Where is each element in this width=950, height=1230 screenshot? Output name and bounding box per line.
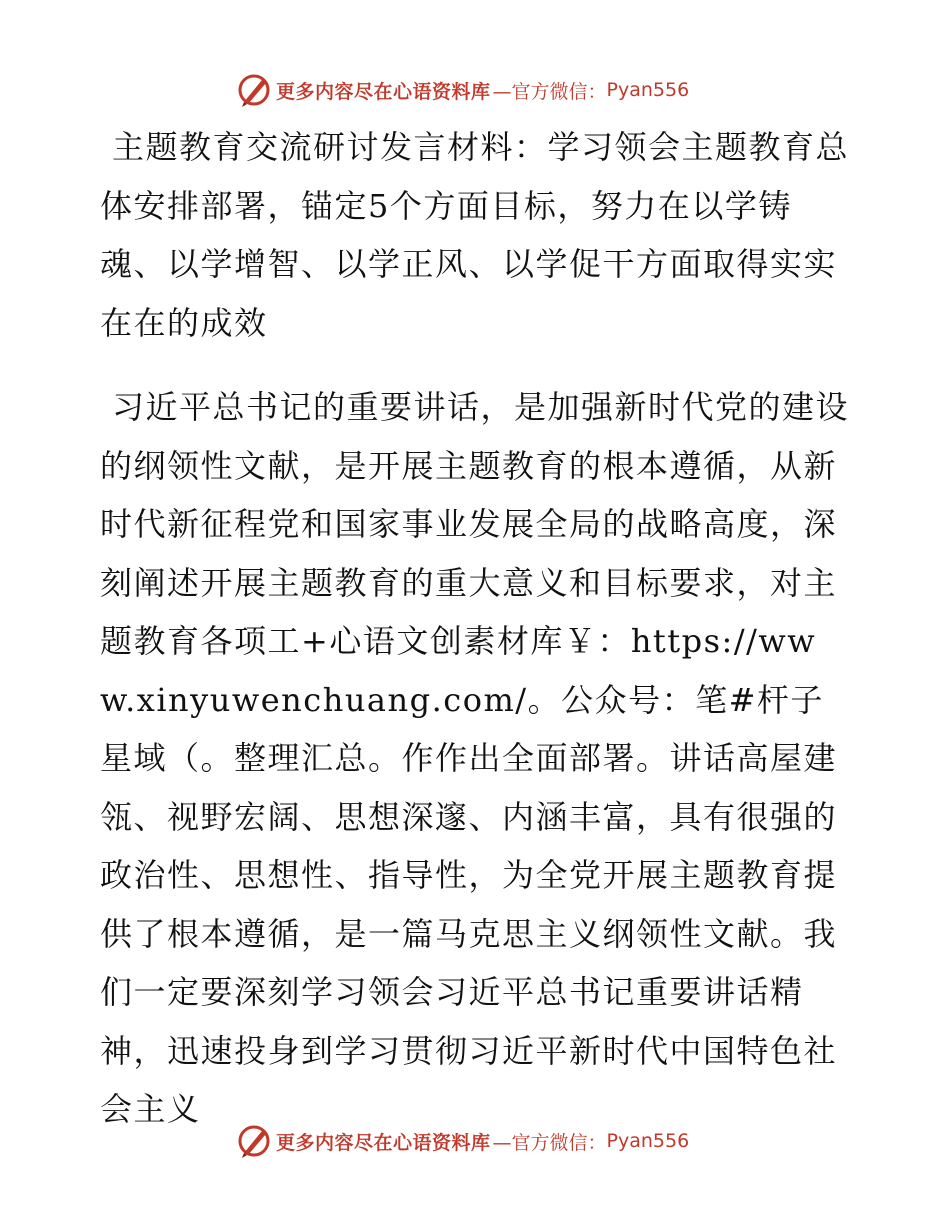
pen-logo-icon <box>236 72 272 108</box>
document-body <box>100 118 852 1139</box>
body-paragraph: 习近平总书记的重要讲话，是加强新时代党的建设的纲领性文献，是开展主题教育的根本遵循，从新时代新征程党和国家事业发展全局的战略高度，深刻阐述开展主题教育的重大意义和目标要求，对主题教育各项工+心语文创素材库￥：https://www.xinyuwenchuang.com/。公众号：笔#杆子星域（。整理汇总。作作出全面部署。讲话高屋建瓴、视野宏阔、思想深邃、内涵丰富，具有很强的政治性、思想性、指导性，为全党开展主题教育提供了根本遵循，是一篇马克思主义纲领性文献。我们一定要深刻学习领会习近平总书记重要讲话精神，迅速投身到学习贯彻习近平新时代中国特色社会主义 <box>100 388 850 1128</box>
banner-wechat-label: —官方微信： <box>492 80 607 103</box>
banner-main-text: 更多内容尽在心语资料库 <box>276 80 491 103</box>
document-title: 主题教育交流研讨发言材料：学习领会主题教育总体安排部署，锚定5个方面目标，努力在以学铸魂、以学增智、以学正风、以学促干方面取得实实在在的成效 <box>100 128 850 342</box>
header-banner <box>236 72 689 108</box>
pen-logo-icon <box>236 1123 272 1159</box>
banner-wechat-label: —官方微信： <box>492 1131 607 1154</box>
banner-wechat-id: Pyan556 <box>606 1130 690 1152</box>
banner-main-text: 更多内容尽在心语资料库 <box>276 1131 491 1154</box>
footer-banner <box>236 1123 689 1159</box>
banner-wechat-id: Pyan556 <box>606 79 690 101</box>
